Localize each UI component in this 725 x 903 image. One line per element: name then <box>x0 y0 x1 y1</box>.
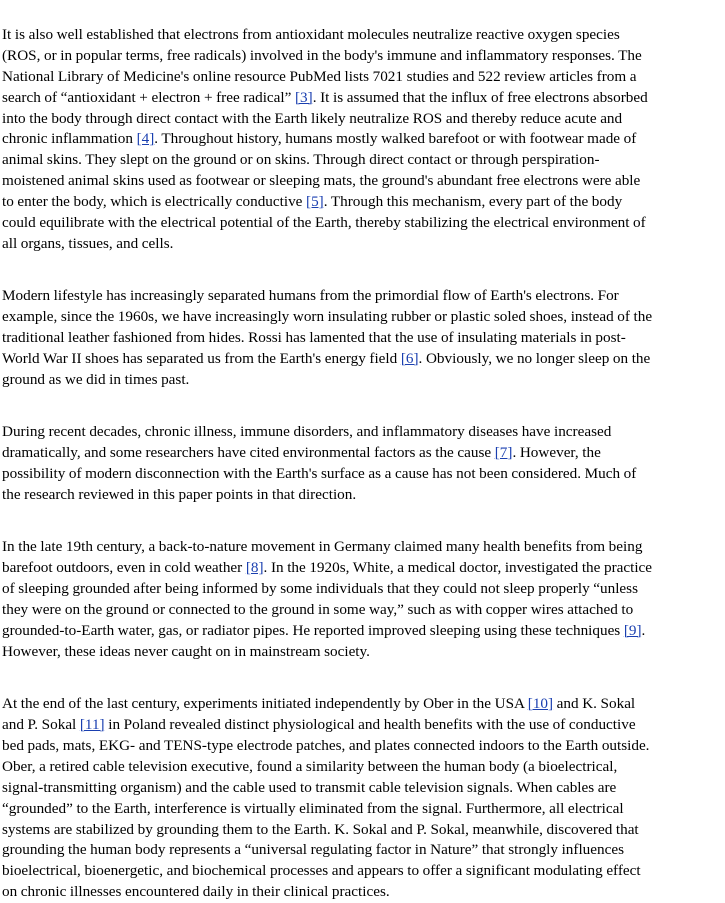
text-run: Modern lifestyle has increasingly separated humans from the primordial flow of Earth's electrons. For example, since the 1960s, we have increasingly worn insulating rubber or plastic soled shoes, instead of the traditional leather fashioned from hides. Rossi has lamented that the use of insulating materials in post- World War II shoes has separated us from the Earth's energy field <box>2 287 653 367</box>
paragraph-chronic-illness <box>2 401 721 506</box>
text-run: and K. Sokal and P. Sokal <box>2 695 636 733</box>
text-run: . However, the possibility of modern disconnection with the Earth's surface as a cause has not been considered. Much of the research reviewed in this paper points in that direction. <box>2 444 637 503</box>
text-run: . In the 1920s, White, a medical doctor, investigated the practice of sleeping grounded after being informed by some individuals that they could not sleep properly “unless they were on the ground or connected to the ground in some way,” such as with copper wires attached to grounded-to-Earth water, gas, or radiator pipes. He reported improved sleeping using these techniques <box>2 559 653 639</box>
text-run: In the late 19th century, a back-to-nature movement in Germany claimed many health benefits from being barefoot outdoors, even in cold weather <box>2 538 643 577</box>
text-run: It is also well established that electrons from antioxidant molecules neutralize reactive oxygen species (ROS, or in popular terms, free radicals) involved in the body's immune and inflammatory responses. The National Library of Medicine's online resource PubMed lists 7021 studies and 522 review articles from a search of “antioxidant + electron + free radical” <box>2 25 642 106</box>
text-run: . However, these ideas never caught on in mainstream society. <box>2 621 646 660</box>
citation-link-8[interactable]: [8] <box>245 559 264 577</box>
citation-link-3[interactable]: [3] <box>294 88 313 106</box>
citation-link-5[interactable]: [5] <box>306 193 324 211</box>
text-run: . Obviously, we no longer sleep on the ground as we did in times past. <box>2 350 651 388</box>
citation-link-11[interactable]: [11] <box>79 716 105 733</box>
paragraph-modern-lifestyle <box>2 265 721 390</box>
citation-link-4[interactable]: [4] <box>136 130 155 148</box>
text-run: . It is assumed that the influx of free electrons absorbed into the body through direct contact with the Earth likely neutralize ROS and thereby reduce acute and chronic inflammation <box>2 88 648 148</box>
citation-link-6[interactable]: [6] <box>400 350 419 367</box>
text-run: . Throughout history, humans mostly walked barefoot or with footwear made of animal skins. They slept on the ground or on skins. Through direct contact or through perspiration- moistened animal skins used as footwear or sleeping mats, the ground's abundant free electrons were able to enter the body, which is electrically conductive <box>2 130 641 211</box>
text-run: During recent decades, chronic illness, immune disorders, and inflammatory diseases have increased dramatically, and some researchers have cited environmental factors as the cause <box>2 423 612 462</box>
paragraph-ober-sokal-experiments <box>2 673 721 903</box>
text-run: At the end of the last century, experiments initiated independently by Ober in the USA <box>2 695 528 713</box>
text-run: . Through this mechanism, every part of the body could equilibrate with the electrical potential of the Earth, thereby stabilizing the electrical environment of all organs, tissues, and cells. <box>2 193 646 252</box>
citation-link-10[interactable]: [10] <box>527 695 554 713</box>
paragraph-antioxidant-electrons <box>2 4 721 255</box>
text-run: in Poland revealed distinct physiological and health benefits with the use of conductive bed pads, mats, EKG- and TENS-type electrode patches, and plates connected indoors to the Earth outside. Ober, a retired cable television executive, found a similarity between the human body (a bioelectrical, signal-transmitting organism) and the cable used to transmit cable television signals. When cables are “grounded” to the Earth, interference is virtually eliminated from the signal. Furthermore, all electrical systems are stabilized by grounding them to the Earth. K. Sokal and P. Sokal, meanwhile, discovered that grounding the human body represents a “universal regulating factor in Nature” that strongly influences bioelectrical, bioenergetic, and biochemical processes and appears to offer a significant modulating effect on chronic illnesses encountered daily in their clinical practices. <box>2 716 650 901</box>
paragraph-back-to-nature <box>2 516 721 662</box>
citation-link-9[interactable]: [9] <box>623 621 642 639</box>
citation-link-7[interactable]: [7] <box>494 444 513 462</box>
